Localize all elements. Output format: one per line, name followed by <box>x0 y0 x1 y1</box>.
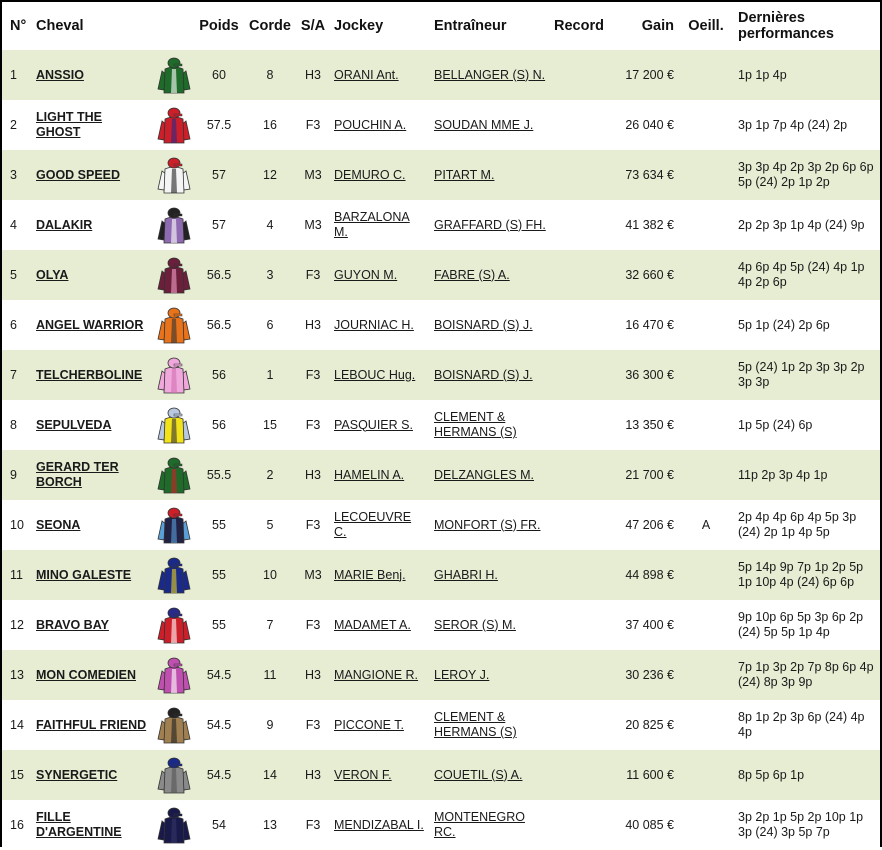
trainer-link[interactable]: BELLANGER (S) N. <box>434 67 546 82</box>
jockey-cell <box>330 500 430 550</box>
silk-cell <box>152 150 194 200</box>
horse-name-link[interactable]: GOOD SPEED <box>36 167 121 182</box>
silk-cell <box>152 500 194 550</box>
blinkers-cell <box>678 450 734 500</box>
jockey-cell <box>330 150 430 200</box>
performances-cell: 2p 2p 3p 1p 4p (24) 9p <box>738 217 865 232</box>
blinkers-cell <box>678 400 734 450</box>
performances-cell: 3p 1p 7p 4p (24) 2p <box>738 117 848 132</box>
runner-number: 1 <box>10 67 17 82</box>
weight-cell: 55.5 <box>206 467 232 482</box>
performances-cell: 8p 5p 6p 1p <box>738 767 805 782</box>
jockey-silk-icon <box>156 805 192 845</box>
runner-number: 2 <box>10 117 17 132</box>
runner-number: 12 <box>10 617 24 632</box>
horse-name-link[interactable]: MON COMEDIEN <box>36 667 136 682</box>
table-row <box>2 700 880 750</box>
record-cell <box>550 400 612 450</box>
draw-cell: 12 <box>263 167 277 182</box>
record-cell <box>550 650 612 700</box>
jockey-link[interactable]: BARZALONA M. <box>334 210 410 239</box>
performances-cell: 7p 1p 3p 2p 7p 8p 6p 4p (24) 8p 3p 9p <box>738 660 874 689</box>
jockey-cell <box>330 200 430 250</box>
horse-name-link[interactable]: DALAKIR <box>36 217 93 232</box>
gain-cell: 16 470 € <box>625 317 674 332</box>
horse-name-cell <box>32 550 152 600</box>
weight-cell: 54.5 <box>206 667 232 682</box>
jockey-link[interactable]: GUYON M. <box>334 267 398 282</box>
trainer-link[interactable]: MONTENEGRO RC. <box>434 810 525 839</box>
trainer-cell <box>430 200 550 250</box>
draw-cell: 14 <box>263 767 277 782</box>
horse-name-cell <box>32 650 152 700</box>
horse-name-cell <box>32 700 152 750</box>
horse-name-cell <box>32 600 152 650</box>
header-horse: Cheval <box>36 18 84 34</box>
draw-cell: 2 <box>266 467 274 482</box>
runner-number: 15 <box>10 767 24 782</box>
gain-cell: 13 350 € <box>625 417 674 432</box>
record-cell <box>550 700 612 750</box>
draw-cell: 16 <box>263 117 277 132</box>
jockey-link[interactable]: MADAMET A. <box>334 617 411 632</box>
jockey-cell <box>330 400 430 450</box>
silk-cell <box>152 750 194 800</box>
performances-cell: 1p 5p (24) 6p <box>738 417 813 432</box>
performances-cell: 3p 3p 4p 2p 3p 2p 6p 6p 5p (24) 2p 1p 2p <box>738 160 874 189</box>
horse-name-link[interactable]: MINO GALESTE <box>36 567 132 582</box>
horse-name-cell <box>32 50 152 100</box>
jockey-silk-icon <box>156 555 192 595</box>
silk-cell <box>152 450 194 500</box>
blinkers-cell: A <box>701 517 711 532</box>
performances-cell: 1p 1p 4p <box>738 67 787 82</box>
sex-age-cell: F3 <box>305 417 321 432</box>
jockey-link[interactable]: MENDIZABAL I. <box>334 817 424 832</box>
runner-number: 4 <box>10 217 17 232</box>
horse-name-link[interactable]: ANSSIO <box>36 67 84 82</box>
gain-cell: 44 898 € <box>625 567 674 582</box>
runner-number: 11 <box>10 567 23 582</box>
header-jockey: Jockey <box>334 18 384 34</box>
runner-number: 9 <box>10 467 17 482</box>
weight-cell: 56 <box>212 417 226 432</box>
table-row <box>2 300 880 350</box>
silk-cell <box>152 650 194 700</box>
sex-age-cell: F3 <box>305 617 321 632</box>
sex-age-cell: F3 <box>305 367 321 382</box>
table-row <box>2 50 880 100</box>
silk-cell <box>152 300 194 350</box>
trainer-cell <box>430 600 550 650</box>
jockey-cell <box>330 700 430 750</box>
trainer-link[interactable]: PITART M. <box>434 167 495 182</box>
runner-number: 8 <box>10 417 17 432</box>
horse-name-cell <box>32 800 152 850</box>
horse-name-link[interactable]: LIGHT THE GHOST <box>36 110 102 139</box>
performances-cell: 5p (24) 1p 2p 3p 3p 2p 3p 3p <box>738 360 865 389</box>
trainer-cell <box>430 750 550 800</box>
performances-cell: 4p 6p 4p 5p (24) 4p 1p 4p 2p 6p <box>738 260 865 289</box>
silk-cell <box>152 700 194 750</box>
trainer-cell <box>430 650 550 700</box>
jockey-link[interactable]: LECOEUVRE C. <box>334 510 412 539</box>
draw-cell: 10 <box>263 567 277 582</box>
weight-cell: 54.5 <box>206 767 232 782</box>
blinkers-cell <box>678 150 734 200</box>
silk-cell <box>152 550 194 600</box>
horse-name-link[interactable]: OLYA <box>36 267 69 282</box>
trainer-link[interactable]: DELZANGLES M. <box>434 467 535 482</box>
record-cell <box>550 300 612 350</box>
jockey-silk-icon <box>156 155 192 195</box>
blinkers-cell <box>678 350 734 400</box>
sex-age-cell: M3 <box>304 217 322 232</box>
sex-age-cell: M3 <box>304 567 322 582</box>
jockey-silk-icon <box>156 105 192 145</box>
performances-cell: 9p 10p 6p 5p 3p 6p 2p (24) 5p 5p 1p 4p <box>738 610 864 639</box>
runner-number: 13 <box>10 667 24 682</box>
horse-name-link[interactable]: FILLE D'ARGENTINE <box>36 810 122 839</box>
table-row <box>2 200 880 250</box>
horse-name-link[interactable]: SYNERGETIC <box>36 767 118 782</box>
trainer-cell <box>430 50 550 100</box>
draw-cell: 6 <box>266 317 274 332</box>
blinkers-cell <box>678 550 734 600</box>
draw-cell: 13 <box>263 817 277 832</box>
sex-age-cell: F3 <box>305 817 321 832</box>
jockey-cell <box>330 300 430 350</box>
record-cell <box>550 350 612 400</box>
header-gain: Gain <box>641 18 674 34</box>
weight-cell: 54.5 <box>206 717 232 732</box>
table-row <box>2 100 880 150</box>
trainer-cell <box>430 250 550 300</box>
jockey-cell <box>330 800 430 850</box>
table-row <box>2 250 880 300</box>
record-cell <box>550 50 612 100</box>
blinkers-cell <box>678 50 734 100</box>
sex-age-cell: M3 <box>304 167 322 182</box>
horse-name-cell <box>32 150 152 200</box>
table-row <box>2 800 880 850</box>
trainer-link[interactable]: GHABRI H. <box>434 567 498 582</box>
jockey-silk-icon <box>156 255 192 295</box>
horse-name-cell <box>32 500 152 550</box>
jockey-cell <box>330 600 430 650</box>
header-silk <box>152 2 194 50</box>
blinkers-cell <box>678 250 734 300</box>
blinkers-cell <box>678 800 734 850</box>
blinkers-cell <box>678 100 734 150</box>
sex-age-cell: H3 <box>305 67 321 82</box>
performances-cell: 3p 2p 1p 5p 2p 10p 1p 3p (24) 3p 5p 7p <box>738 810 864 839</box>
record-cell <box>550 150 612 200</box>
trainer-cell <box>430 450 550 500</box>
horse-name-cell <box>32 100 152 150</box>
sex-age-cell: H3 <box>305 467 321 482</box>
table-row <box>2 650 880 700</box>
horse-name-link[interactable]: ANGEL WARRIOR <box>36 317 144 332</box>
sex-age-cell: F3 <box>305 117 321 132</box>
jockey-silk-icon <box>156 205 192 245</box>
gain-cell: 36 300 € <box>625 367 674 382</box>
blinkers-cell <box>678 200 734 250</box>
sex-age-cell: F3 <box>305 267 321 282</box>
silk-cell <box>152 350 194 400</box>
silk-cell <box>152 800 194 850</box>
weight-cell: 57 <box>212 217 226 232</box>
weight-cell: 55 <box>212 617 226 632</box>
trainer-cell <box>430 700 550 750</box>
jockey-link[interactable]: MARIE Benj. <box>334 567 406 582</box>
record-cell <box>550 600 612 650</box>
gain-cell: 26 040 € <box>625 117 674 132</box>
header-performances: Dernières performances <box>738 10 834 42</box>
record-cell <box>550 450 612 500</box>
gain-cell: 20 825 € <box>625 717 674 732</box>
horse-name-cell <box>32 250 152 300</box>
gain-cell: 17 200 € <box>625 67 674 82</box>
draw-cell: 5 <box>266 517 274 532</box>
weight-cell: 54 <box>212 817 226 832</box>
jockey-link[interactable]: DEMURO C. <box>334 167 406 182</box>
jockey-cell <box>330 350 430 400</box>
weight-cell: 56.5 <box>206 267 232 282</box>
jockey-cell <box>330 650 430 700</box>
blinkers-cell <box>678 750 734 800</box>
runner-number: 16 <box>10 817 24 832</box>
jockey-silk-icon <box>156 505 192 545</box>
sex-age-cell: F3 <box>305 717 321 732</box>
jockey-cell <box>330 750 430 800</box>
silk-cell <box>152 250 194 300</box>
trainer-link[interactable]: BOISNARD (S) J. <box>434 367 533 382</box>
header-weight: Poids <box>199 18 239 34</box>
draw-cell: 8 <box>266 67 274 82</box>
sex-age-cell: H3 <box>305 767 321 782</box>
weight-cell: 60 <box>212 67 226 82</box>
table-row <box>2 450 880 500</box>
header-trainer: Entraîneur <box>434 18 507 34</box>
header-sa: S/A <box>300 18 326 34</box>
draw-cell: 11 <box>263 667 277 682</box>
gain-cell: 21 700 € <box>625 467 674 482</box>
runner-number: 5 <box>10 267 17 282</box>
horse-name-cell <box>32 300 152 350</box>
horse-name-link[interactable]: GERARD TER BORCH <box>36 460 119 489</box>
horse-name-link[interactable]: SEPULVEDA <box>36 417 112 432</box>
horse-name-link[interactable]: SEONA <box>36 517 81 532</box>
horse-name-cell <box>32 200 152 250</box>
silk-cell <box>152 600 194 650</box>
blinkers-cell <box>678 650 734 700</box>
jockey-cell <box>330 250 430 300</box>
gain-cell: 32 660 € <box>625 267 674 282</box>
jockey-link[interactable]: POUCHIN A. <box>334 117 407 132</box>
table-row <box>2 600 880 650</box>
trainer-cell <box>430 350 550 400</box>
jockey-silk-icon <box>156 655 192 695</box>
gain-cell: 37 400 € <box>625 617 674 632</box>
trainer-link[interactable]: SEROR (S) M. <box>434 617 516 632</box>
gain-cell: 41 382 € <box>625 217 674 232</box>
weight-cell: 56.5 <box>206 317 232 332</box>
jockey-silk-icon <box>156 605 192 645</box>
performances-cell: 5p 1p (24) 2p 6p <box>738 317 830 332</box>
gain-cell: 30 236 € <box>625 667 674 682</box>
horse-name-cell <box>32 750 152 800</box>
runner-number: 7 <box>10 367 17 382</box>
trainer-cell <box>430 500 550 550</box>
horse-name-cell <box>32 450 152 500</box>
performances-cell: 5p 14p 9p 7p 1p 2p 5p 1p 10p 4p (24) 6p 6p <box>738 560 864 589</box>
trainer-link[interactable]: GRAFFARD (S) FH. <box>434 217 546 232</box>
sex-age-cell: F3 <box>305 517 321 532</box>
runner-number: 14 <box>10 717 24 732</box>
record-cell <box>550 550 612 600</box>
trainer-cell <box>430 550 550 600</box>
gain-cell: 11 600 € <box>626 767 674 782</box>
jockey-cell <box>330 550 430 600</box>
silk-cell <box>152 50 194 100</box>
table-row <box>2 750 880 800</box>
weight-cell: 57.5 <box>206 117 232 132</box>
jockey-silk-icon <box>156 705 192 745</box>
blinkers-cell <box>678 700 734 750</box>
jockey-link[interactable]: ORANI Ant. <box>334 67 399 82</box>
runner-number: 10 <box>10 517 24 532</box>
gain-cell: 73 634 € <box>625 167 674 182</box>
sex-age-cell: H3 <box>305 317 321 332</box>
jockey-link[interactable]: MANGIONE R. <box>334 667 419 682</box>
record-cell <box>550 500 612 550</box>
horse-name-link[interactable]: TELCHERBOLINE <box>36 367 143 382</box>
weight-cell: 57 <box>212 167 226 182</box>
trainer-cell <box>430 400 550 450</box>
trainer-cell <box>430 150 550 200</box>
trainer-link[interactable]: BOISNARD (S) J. <box>434 317 533 332</box>
jockey-link[interactable]: VERON F. <box>334 767 392 782</box>
blinkers-cell <box>678 600 734 650</box>
performances-cell: 8p 1p 2p 3p 6p (24) 4p 4p <box>738 710 865 739</box>
jockey-silk-icon <box>156 355 192 395</box>
draw-cell: 15 <box>263 417 277 432</box>
silk-cell <box>152 100 194 150</box>
table-row <box>2 350 880 400</box>
weight-cell: 56 <box>212 367 226 382</box>
horse-name-cell <box>32 350 152 400</box>
trainer-link[interactable]: FABRE (S) A. <box>434 267 510 282</box>
blinkers-cell <box>678 300 734 350</box>
jockey-silk-icon <box>156 305 192 345</box>
horse-name-link[interactable]: BRAVO BAY <box>36 617 109 632</box>
draw-cell: 7 <box>266 617 274 632</box>
performances-cell: 11p 2p 3p 4p 1p <box>738 467 828 482</box>
table-row <box>2 150 880 200</box>
header-blinkers: Oeill. <box>688 18 724 34</box>
trainer-link[interactable]: SOUDAN MME J. <box>434 117 534 132</box>
header-num: N° <box>10 18 27 34</box>
trainer-link[interactable]: MONFORT (S) FR. <box>434 517 541 532</box>
weight-cell: 55 <box>212 517 226 532</box>
horse-name-cell <box>32 400 152 450</box>
jockey-link[interactable]: LEBOUC Hug. <box>334 367 416 382</box>
draw-cell: 1 <box>266 367 274 382</box>
header-record: Record <box>554 18 604 34</box>
header-draw: Corde <box>249 18 291 34</box>
trainer-cell <box>430 100 550 150</box>
table-row <box>2 550 880 600</box>
table-row <box>2 400 880 450</box>
performances-cell: 2p 4p 4p 6p 4p 5p 3p (24) 2p 1p 4p 5p <box>738 510 857 539</box>
draw-cell: 4 <box>266 217 274 232</box>
record-cell <box>550 800 612 850</box>
record-cell <box>550 200 612 250</box>
jockey-cell <box>330 450 430 500</box>
record-cell <box>550 100 612 150</box>
gain-cell: 40 085 € <box>625 817 674 832</box>
trainer-link[interactable]: LEROY J. <box>434 667 490 682</box>
silk-cell <box>152 200 194 250</box>
runner-number: 3 <box>10 167 17 182</box>
jockey-silk-icon <box>156 55 192 95</box>
draw-cell: 3 <box>266 267 274 282</box>
jockey-link[interactable]: JOURNIAC H. <box>334 317 414 332</box>
jockey-silk-icon <box>156 455 192 495</box>
horse-name-link[interactable]: FAITHFUL FRIEND <box>36 717 147 732</box>
jockey-cell <box>330 50 430 100</box>
sex-age-cell: H3 <box>305 667 321 682</box>
jockey-cell <box>330 100 430 150</box>
jockey-link[interactable]: HAMELIN A. <box>334 467 405 482</box>
record-cell <box>550 750 612 800</box>
gain-cell: 47 206 € <box>625 517 674 532</box>
trainer-link[interactable]: CLEMENT & HERMANS (S) <box>434 410 517 439</box>
trainer-link[interactable]: COUETIL (S) A. <box>434 767 523 782</box>
record-cell <box>550 250 612 300</box>
table-header-row <box>2 2 880 50</box>
trainer-cell <box>430 800 550 850</box>
jockey-link[interactable]: PASQUIER S. <box>334 417 413 432</box>
draw-cell: 9 <box>266 717 274 732</box>
runners-table <box>2 2 880 850</box>
trainer-link[interactable]: CLEMENT & HERMANS (S) <box>434 710 517 739</box>
table-row <box>2 500 880 550</box>
silk-cell <box>152 400 194 450</box>
jockey-link[interactable]: PICCONE T. <box>334 717 404 732</box>
runner-number: 6 <box>10 317 17 332</box>
weight-cell: 55 <box>212 567 226 582</box>
jockey-silk-icon <box>156 755 192 795</box>
jockey-silk-icon <box>156 405 192 445</box>
trainer-cell <box>430 300 550 350</box>
